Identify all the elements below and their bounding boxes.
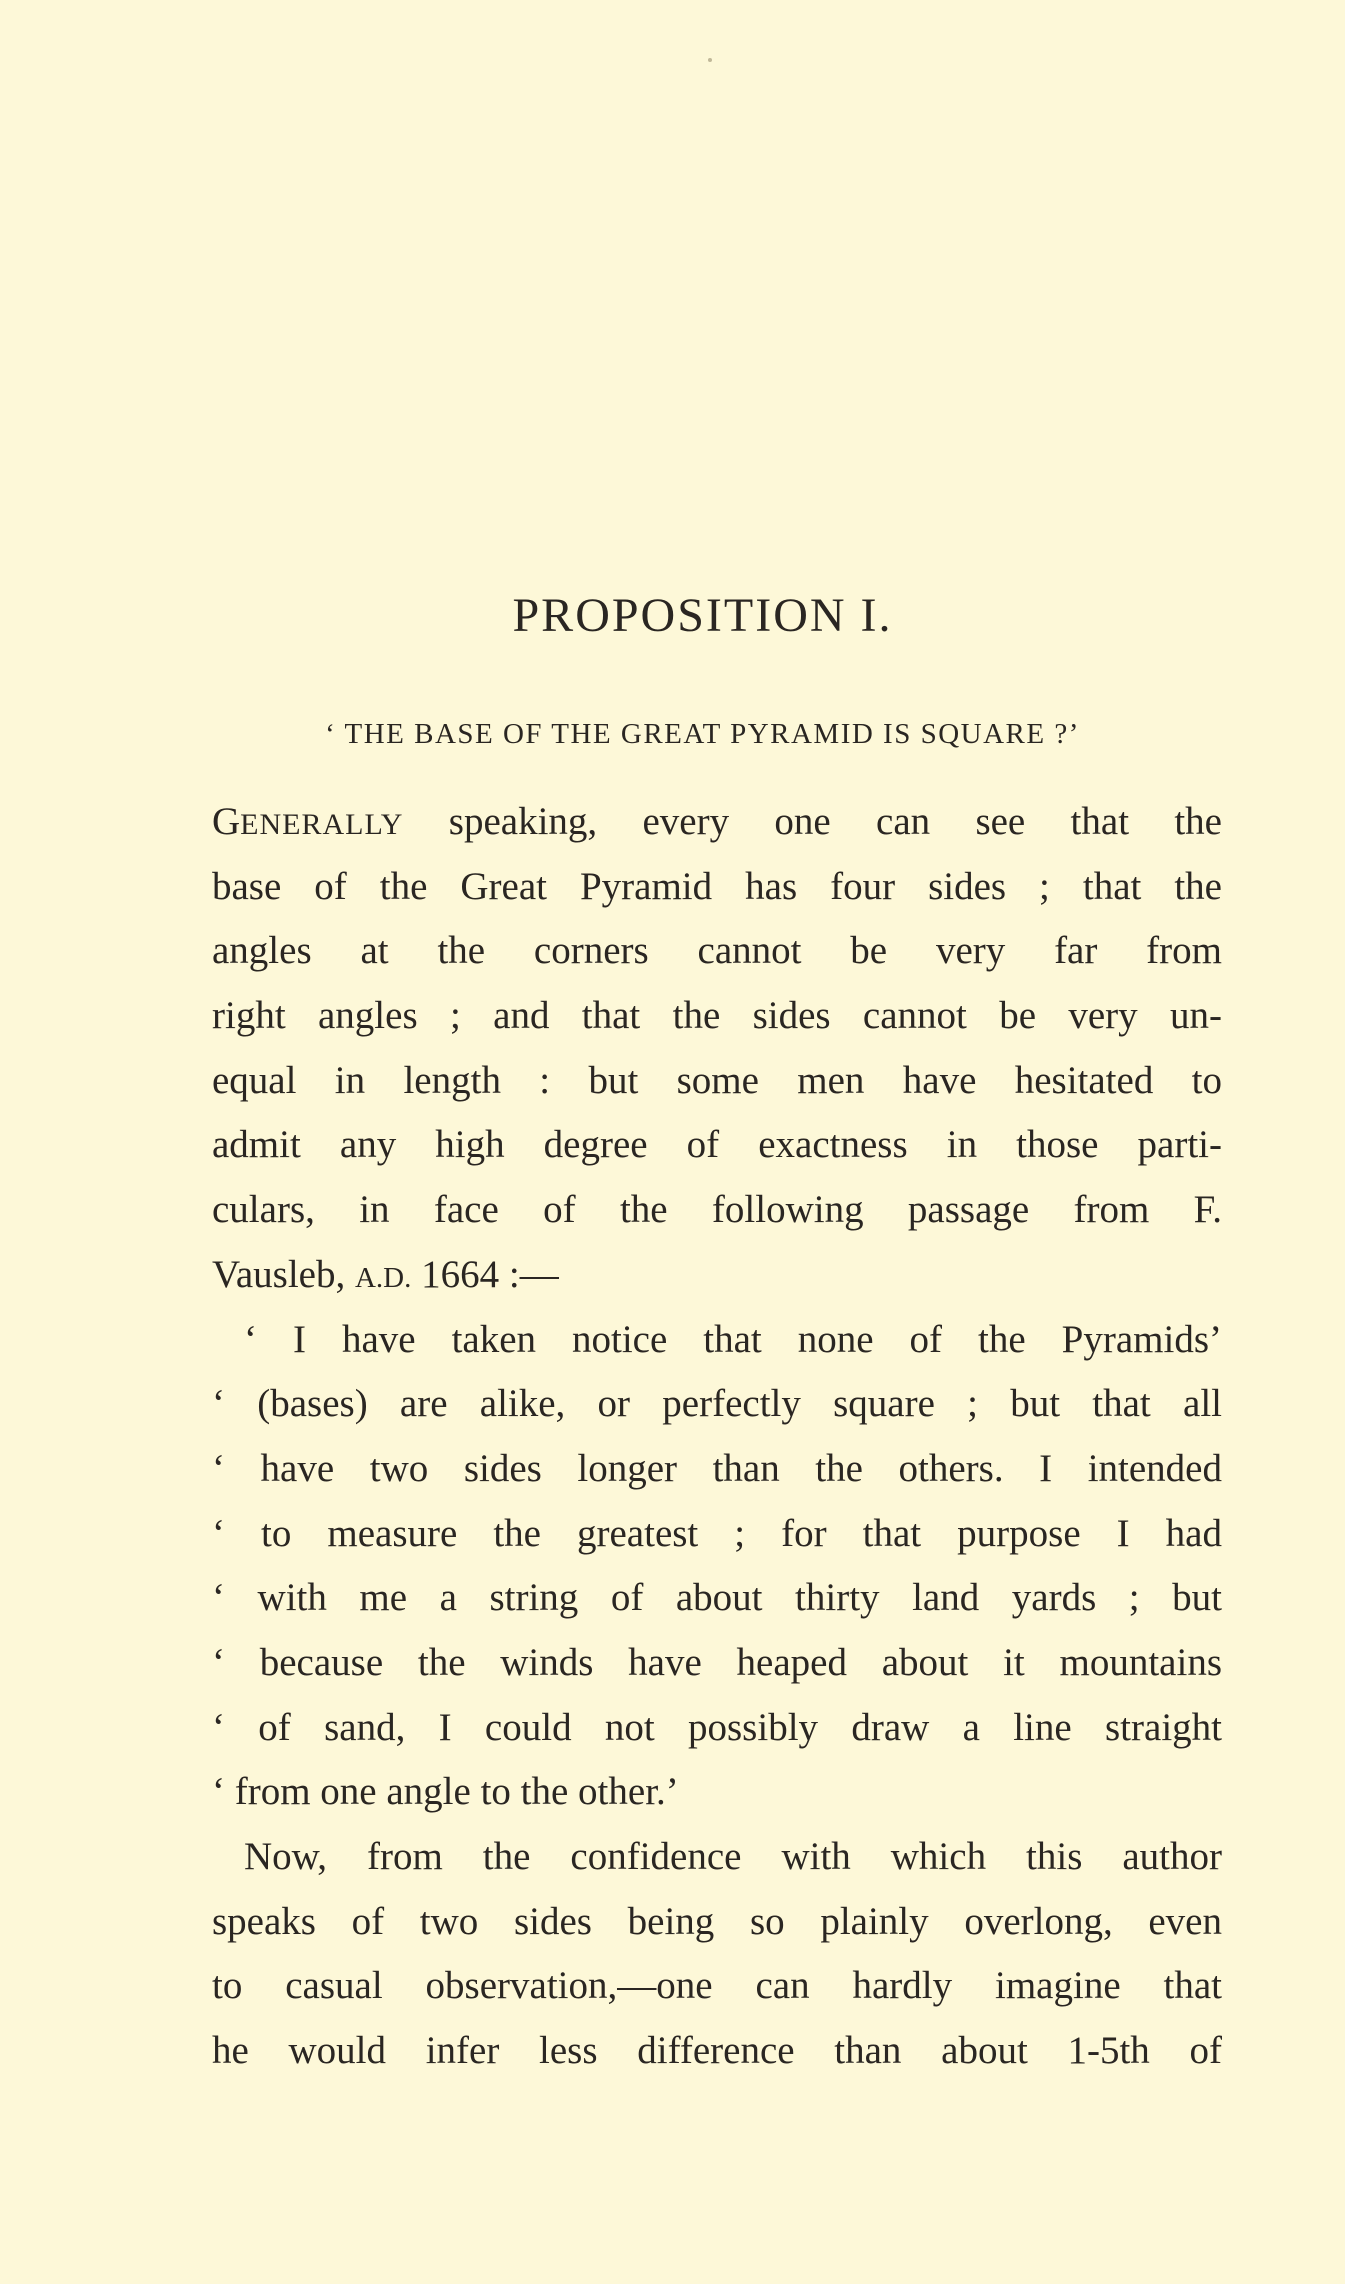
text-line: GENERALLY speaking, every one can see that the bbox=[212, 800, 1222, 843]
text-line: ‘ have two sides longer than the others. I intended bbox=[212, 1446, 1222, 1490]
text-line: base of the Great Pyramid has four sides ; that the bbox=[212, 864, 1222, 908]
text-line: right angles ; and that the sides cannot be very un- bbox=[212, 994, 1222, 1038]
text-line: admit any high degree of exactness in those parti- bbox=[212, 1123, 1222, 1167]
text-line: ‘ to measure the greatest ; for that purpose I had bbox=[212, 1511, 1222, 1555]
text-line: speaks of two sides being so plainly overlong, even bbox=[212, 1899, 1222, 1943]
text-line: ‘ (bases) are alike, or perfectly square ; but that all bbox=[212, 1382, 1222, 1426]
text-line: ‘ from one angle to the other.’ bbox=[212, 1770, 679, 1814]
text-line: angles at the corners cannot be very far from bbox=[212, 929, 1222, 973]
text-line: he would infer less difference than about 1-5th of bbox=[212, 2029, 1222, 2073]
text-line: ‘ I have taken notice that none of the Pyramids’ bbox=[244, 1317, 1222, 1361]
proposition-subheading: ‘ THE BASE OF THE GREAT PYRAMID IS SQUARE ?’ bbox=[325, 718, 1080, 750]
text-line: ‘ because the winds have heaped about it mountains bbox=[212, 1640, 1222, 1684]
text-line: Vausleb, A.D. 1664 :— bbox=[212, 1252, 559, 1296]
body-text bbox=[212, 790, 1222, 2084]
text-line: culars, in face of the following passage from F. bbox=[212, 1188, 1222, 1232]
text-line: to casual observation,—one can hardly imagine that bbox=[212, 1964, 1222, 2008]
text-line: Now, from the confidence with which this author bbox=[244, 1835, 1222, 1878]
text-line: ‘ with me a string of about thirty land yards ; but bbox=[212, 1576, 1222, 1620]
proposition-heading: PROPOSITION I. bbox=[512, 589, 893, 642]
text-line: equal in length : but some men have hesitated to bbox=[212, 1058, 1222, 1102]
text-line: ‘ of sand, I could not possibly draw a line straight bbox=[212, 1705, 1222, 1749]
ink-speck bbox=[708, 58, 712, 62]
